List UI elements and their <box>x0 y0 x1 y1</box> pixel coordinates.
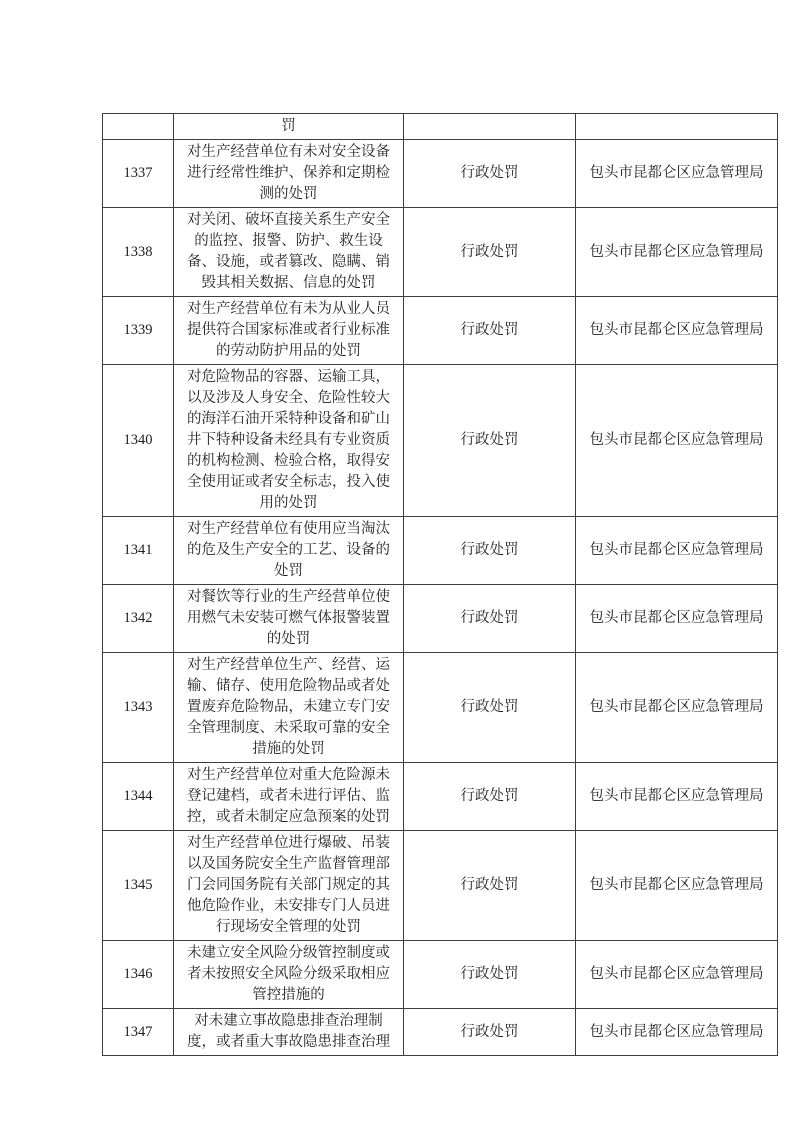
row-punishment-type-cell: 行政处罚 <box>404 140 576 208</box>
table-row <box>103 941 778 1009</box>
row-number-cell: 1339 <box>103 297 174 365</box>
row-number-cell <box>103 114 174 140</box>
row-punishment-type-cell: 行政处罚 <box>404 365 576 517</box>
row-number-cell: 1345 <box>103 831 174 941</box>
table-body <box>103 114 778 1056</box>
row-description-cell: 对生产经营单位生产、经营、运输、储存、使用危险物品或者处置废弃危险物品，未建立专门安全管理制度、未采取可靠的安全措施的处罚 <box>174 653 404 763</box>
table-row <box>103 297 778 365</box>
row-department-cell: 包头市昆都仑区应急管理局 <box>576 297 778 365</box>
row-department-cell <box>576 114 778 140</box>
row-department-cell: 包头市昆都仑区应急管理局 <box>576 831 778 941</box>
row-number-cell: 1341 <box>103 517 174 585</box>
row-department-cell: 包头市昆都仑区应急管理局 <box>576 941 778 1009</box>
row-number-cell: 1338 <box>103 208 174 297</box>
row-department-cell: 包头市昆都仑区应急管理局 <box>576 763 778 831</box>
row-number-cell: 1337 <box>103 140 174 208</box>
row-department-cell: 包头市昆都仑区应急管理局 <box>576 365 778 517</box>
table-row <box>103 653 778 763</box>
table-row <box>103 763 778 831</box>
row-punishment-type-cell: 行政处罚 <box>404 517 576 585</box>
row-punishment-type-cell: 行政处罚 <box>404 763 576 831</box>
row-description-cell: 对生产经营单位对重大危险源未登记建档，或者未进行评估、监控，或者未制定应急预案的处罚 <box>174 763 404 831</box>
row-number-cell: 1343 <box>103 653 174 763</box>
row-description-cell: 对生产经营单位有未为从业人员提供符合国家标准或者行业标准的劳动防护用品的处罚 <box>174 297 404 365</box>
row-description-cell: 对未建立事故隐患排查治理制度，或者重大事故隐患排查治理 <box>174 1009 404 1056</box>
admin-punishment-table <box>102 113 778 1056</box>
row-description-cell: 对危险物品的容器、运输工具，以及涉及人身安全、危险性较大的海洋石油开采特种设备和矿山井下特种设备未经具有专业资质的机构检测、检验合格，取得安全使用证或者安全标志，投入使用的处罚 <box>174 365 404 517</box>
table-row <box>103 114 778 140</box>
row-department-cell: 包头市昆都仑区应急管理局 <box>576 517 778 585</box>
row-number-cell: 1340 <box>103 365 174 517</box>
row-description-cell: 对生产经营单位有未对安全设备进行经常性维护、保养和定期检测的处罚 <box>174 140 404 208</box>
table-row <box>103 831 778 941</box>
row-department-cell: 包头市昆都仑区应急管理局 <box>576 585 778 653</box>
table-row <box>103 365 778 517</box>
row-punishment-type-cell: 行政处罚 <box>404 653 576 763</box>
row-department-cell: 包头市昆都仑区应急管理局 <box>576 1009 778 1056</box>
row-punishment-type-cell: 行政处罚 <box>404 831 576 941</box>
row-number-cell: 1342 <box>103 585 174 653</box>
row-department-cell: 包头市昆都仑区应急管理局 <box>576 208 778 297</box>
row-description-cell: 对生产经营单位进行爆破、吊装以及国务院安全生产监督管理部门会同国务院有关部门规定的其他危险作业，未安排专门人员进行现场安全管理的处罚 <box>174 831 404 941</box>
table-row <box>103 585 778 653</box>
row-description-cell: 对生产经营单位有使用应当淘汰的危及生产安全的工艺、设备的处罚 <box>174 517 404 585</box>
row-department-cell: 包头市昆都仑区应急管理局 <box>576 653 778 763</box>
table-row <box>103 1009 778 1056</box>
row-number-cell: 1347 <box>103 1009 174 1056</box>
row-number-cell: 1344 <box>103 763 174 831</box>
row-punishment-type-cell: 行政处罚 <box>404 941 576 1009</box>
row-description-cell: 对关闭、破坏直接关系生产安全的监控、报警、防护、救生设备、设施，或者篡改、隐瞒、销毁其相关数据、信息的处罚 <box>174 208 404 297</box>
row-punishment-type-cell: 行政处罚 <box>404 1009 576 1056</box>
row-punishment-type-cell <box>404 114 576 140</box>
table-row <box>103 140 778 208</box>
row-punishment-type-cell: 行政处罚 <box>404 585 576 653</box>
row-description-cell: 罚 <box>174 114 404 140</box>
row-punishment-type-cell: 行政处罚 <box>404 297 576 365</box>
row-department-cell: 包头市昆都仑区应急管理局 <box>576 140 778 208</box>
row-description-cell: 未建立安全风险分级管控制度或者未按照安全风险分级采取相应管控措施的 <box>174 941 404 1009</box>
table-row <box>103 208 778 297</box>
row-punishment-type-cell: 行政处罚 <box>404 208 576 297</box>
table-row <box>103 517 778 585</box>
row-number-cell: 1346 <box>103 941 174 1009</box>
row-description-cell: 对餐饮等行业的生产经营单位使用燃气未安装可燃气体报警装置的处罚 <box>174 585 404 653</box>
